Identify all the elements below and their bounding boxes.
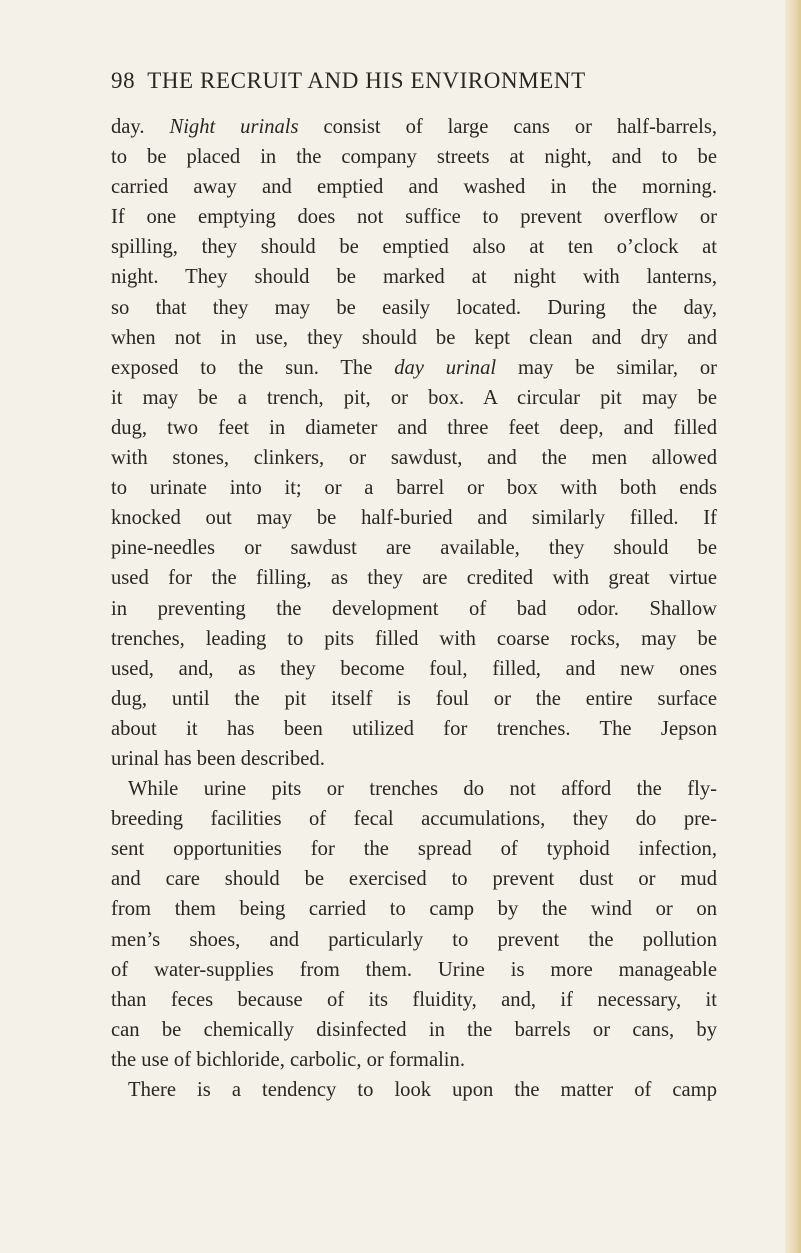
text-line: used for the filling, as they are credited with great virtue (111, 567, 717, 590)
text-line: the use of bichloride, carbolic, or formalin. (111, 1048, 465, 1071)
text-line: about it has been utilized for trenches. The Jepson (111, 717, 717, 740)
text-line: can be chemically disinfected in the barrels or cans, by (111, 1018, 717, 1041)
body-text (111, 112, 717, 1105)
text-line: with stones, clinkers, or sawdust, and the men allowed (111, 447, 717, 470)
text-line: night. They should be marked at night with lanterns, (111, 266, 717, 289)
text-line: to be placed in the company streets at night, and to be (111, 146, 717, 169)
text-line: when not in use, they should be kept clean and dry and (111, 326, 717, 349)
text-line: While urine pits or trenches do not afford the fly- (128, 778, 717, 801)
text-line: exposed to the sun. The day urinal may be similar, or (111, 356, 717, 379)
text-line: trenches, leading to pits filled with coarse rocks, may be (111, 627, 717, 650)
text-line: pine-needles or sawdust are available, they should be (111, 537, 717, 560)
text-line: day. Night urinals consist of large cans or half-barrels, (111, 116, 717, 138)
text-line: knocked out may be half-buried and similarly filled. If (111, 507, 717, 530)
page-number: 98 (111, 68, 136, 93)
text-line: breeding facilities of fecal accumulations, they do pre- (111, 808, 717, 831)
running-title: THE RECRUIT AND HIS ENVIRONMENT (147, 68, 586, 93)
text-line: than feces because of its fluidity, and, if necessary, it (111, 988, 717, 1011)
text-line: in preventing the development of bad odor. Shallow (111, 597, 717, 620)
text-line: urinal has been described. (111, 747, 325, 770)
text-line: There is a tendency to look upon the matter of camp (128, 1079, 717, 1101)
text-line: carried away and emptied and washed in the morning. (111, 176, 717, 199)
text-line: sent opportunities for the spread of typhoid infection, (111, 838, 717, 861)
text-line: dug, two feet in diameter and three feet deep, and filled (111, 416, 717, 439)
text-line: to urinate into it; or a barrel or box with both ends (111, 477, 717, 500)
text-line: so that they may be easily located. During the day, (111, 296, 717, 319)
text-line: of water-supplies from them. Urine is more manageable (111, 958, 717, 981)
text-line: used, and, as they become foul, filled, and new ones (111, 657, 717, 680)
page-edge (785, 0, 801, 1253)
text-line: it may be a trench, pit, or box. A circular pit may be (111, 386, 717, 409)
text-line: men’s shoes, and particularly to prevent the pollution (111, 928, 717, 951)
italic-term: Night urinals (169, 116, 299, 138)
text-line: spilling, they should be emptied also at ten o’clock at (111, 236, 717, 259)
text-line: If one emptying does not suffice to prevent overflow or (111, 206, 717, 229)
italic-term: day urinal (394, 356, 497, 379)
text-line: from them being carried to camp by the wind or on (111, 898, 717, 921)
text-line: dug, until the pit itself is foul or the entire surface (111, 687, 717, 710)
running-header (111, 66, 711, 96)
text-line: and care should be exercised to prevent dust or mud (111, 868, 717, 891)
